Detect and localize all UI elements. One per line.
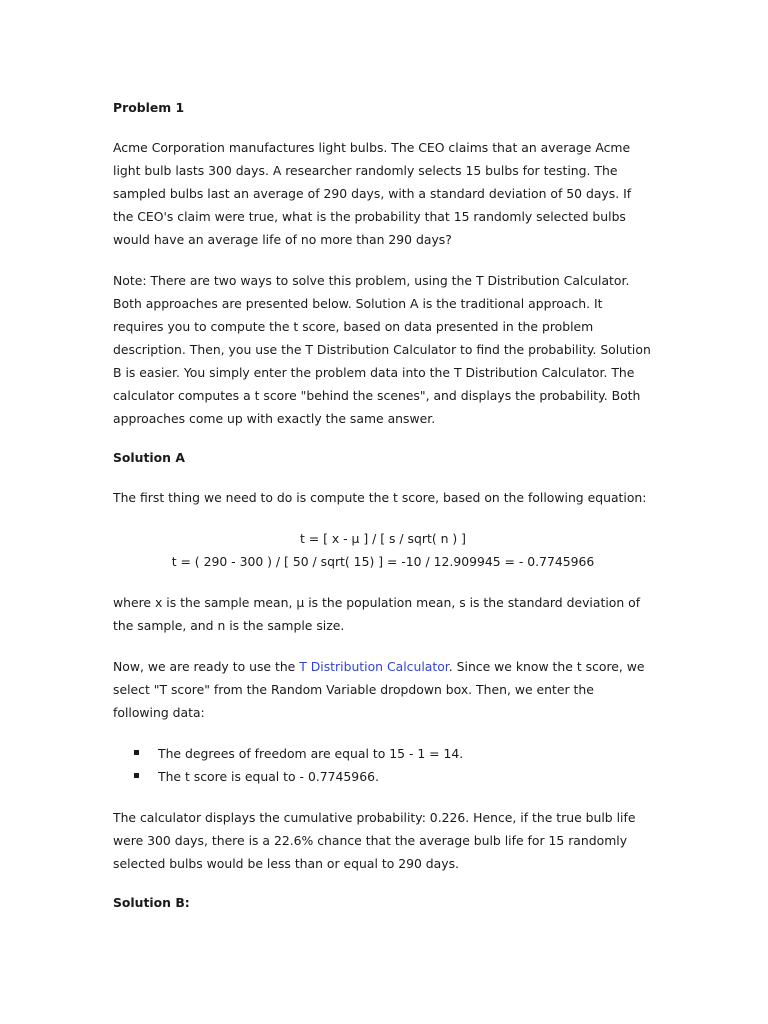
square-bullet-icon — [134, 750, 139, 755]
list-item-text: The t score is equal to - 0.7745966. — [158, 769, 379, 784]
data-list — [113, 742, 653, 788]
calculator-text-before: Now, we are ready to use the — [113, 659, 300, 674]
calculator-paragraph — [113, 655, 653, 724]
document-page — [113, 98, 653, 931]
t-distribution-calculator-link[interactable]: T Distribution Calculator — [299, 659, 449, 674]
list-item — [113, 765, 653, 788]
solution-b-title: Solution B: — [113, 895, 190, 910]
square-bullet-icon — [134, 773, 139, 778]
conclusion-paragraph: The calculator displays the cumulative probability: 0.226. Hence, if the true bulb life were 300 days, there is a 22.6% chance that the average bulb life for 15 randomly selected bulbs would be less than or equal to 290 days. — [113, 810, 636, 871]
note-paragraph: Note: There are two ways to solve this problem, using the T Distribution Calculator. Both approaches are presented below. Solution A is the traditional approach. It requires you to compute the t score, based on data presented in the problem description. Then, you use the T Distribution Calculator to find the probability. Solution B is easier. You simply enter the problem data into the T Distribution Calculator. The calculator computes a t score "behind the scenes", and displays the probability. Both approaches come up with exactly the same answer. — [113, 273, 651, 426]
list-item-text: The degrees of freedom are equal to 15 - 1 = 14. — [158, 746, 464, 761]
problem-title: Problem 1 — [113, 100, 185, 115]
definitions-paragraph: where x is the sample mean, μ is the population mean, s is the standard deviation of the sample, and n is the sample size. — [113, 595, 641, 633]
equation-block — [113, 527, 653, 573]
solution-a-title: Solution A — [113, 450, 185, 465]
calculator-text-after: . Since we know the t score, we select "T score" from the Random Variable dropdown box. Then, we enter the following data: — [113, 659, 645, 720]
list-item — [113, 742, 653, 765]
problem-paragraph: Acme Corporation manufactures light bulbs. The CEO claims that an average Acme light bulb lasts 300 days. A researcher randomly selects 15 bulbs for testing. The sampled bulbs last an average of 290 days, with a standard deviation of 50 days. If the CEO's claim were true, what is the probability that 15 randomly selected bulbs would have an average life of no more than 290 days? — [113, 140, 632, 247]
equation-formula: t = [ x - μ ] / [ s / sqrt( n ) ] — [299, 531, 466, 546]
equation-computation: t = ( 290 - 300 ) / [ 50 / sqrt( 15) ] = -10 / 12.909945 = - 0.7745966 — [171, 554, 595, 569]
solution-a-intro: The first thing we need to do is compute the t score, based on the following equation: — [113, 490, 647, 505]
